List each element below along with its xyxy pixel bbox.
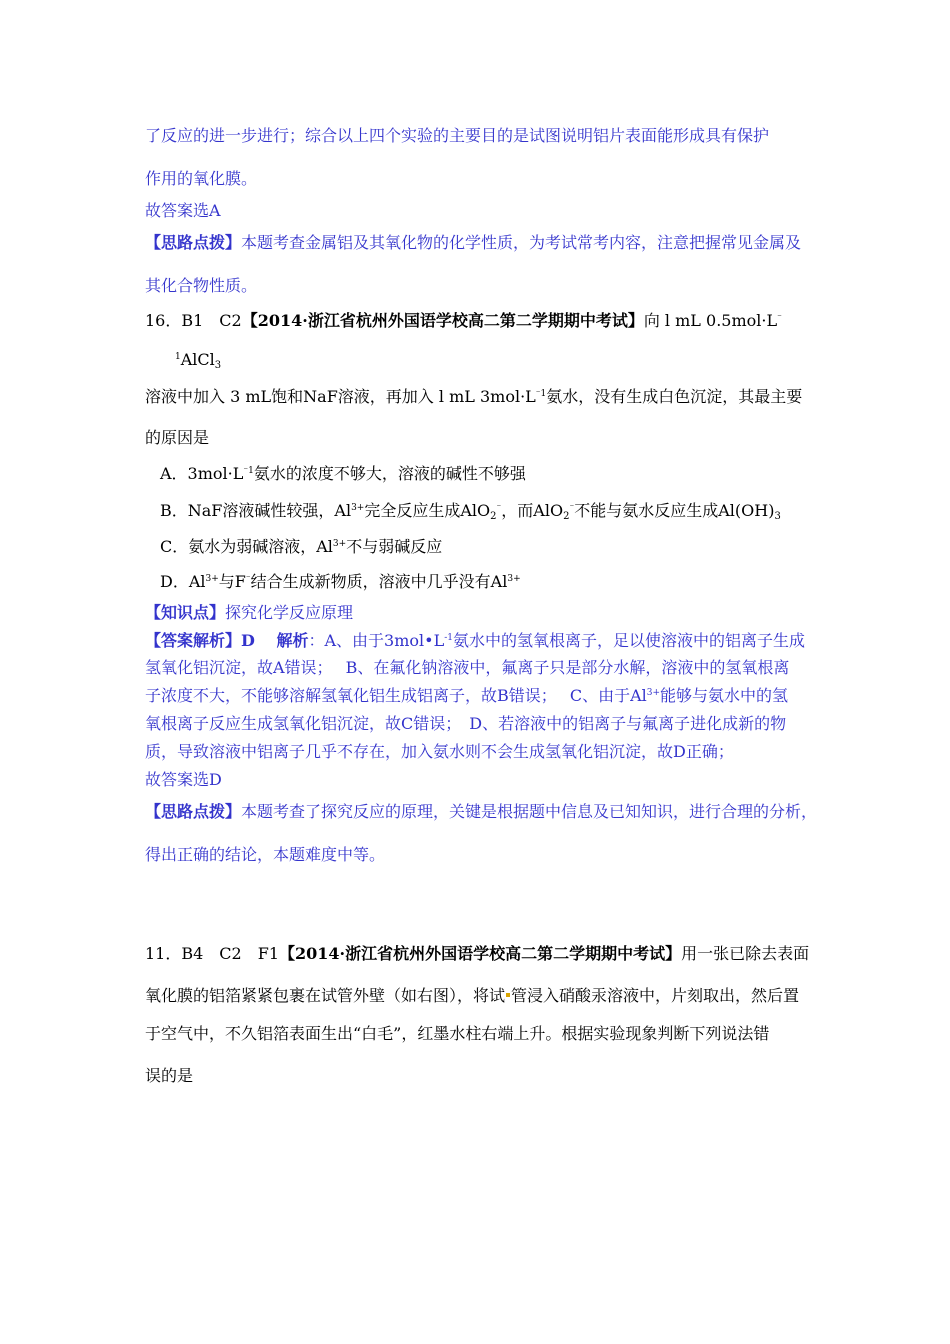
prev-solution-line-1: 了反应的进一步进行；综合以上四个实验的主要目的是试图说明铝片表面能形成具有保护: [145, 126, 770, 145]
q11-prefix: 11．B4 C2 F1: [145, 944, 280, 963]
prev-tip-text-1: 本题考查金属铝及其氧化物的化学性质，为考试常考内容，注意把握常见金属及: [241, 233, 802, 252]
q16-analysis-line-5: 质，导致溶液中铝离子几乎不存在，加入氨水则不会生成氢氧化铝沉淀，故D正确；: [145, 742, 734, 761]
q16-prefix: 16．B1 C2: [145, 311, 242, 330]
q11-source: 【2014·浙江省杭州外国语学校高二第二学期期中考试】: [279, 944, 682, 963]
q16-option-b: B．NaF溶液碱性较强，$Al^{3+}$完全反应生成AlO2⁻，而AlO2⁻不能与氨水反应生成Al(OH)3: [160, 501, 781, 522]
q16-tip-line-1: 【思路点拨】本题考查了探究反应的原理，关键是根据题中信息及已知知识，进行合理的分析，: [145, 802, 818, 821]
prev-tip-line-2: 其化合物性质。: [145, 276, 258, 295]
q16-answer: 故答案选D: [145, 770, 222, 789]
q16-analysis-line-4: 氧根离子反应生成氢氧化铝沉淀，故C错误； D、若溶液中的铝离子与氟离子进化成新的物: [145, 714, 787, 733]
prev-answer: 故答案选A: [145, 201, 221, 220]
prev-tip-line-1: [145, 233, 801, 253]
q11-stem-line-4: 误的是: [145, 1066, 194, 1085]
prev-solution-line-2: 作用的氧化膜。: [145, 169, 258, 188]
q16-tip-line-2: 得出正确的结论，本题难度中等。: [145, 845, 386, 864]
q16-analysis-line-2: 氢氧化铝沉淀，故A错误； B、在氟化钠溶液中，氟离子只是部分水解，溶液中的氢氧根离: [145, 658, 790, 677]
q16-stem-line-3: 溶液中加入 3 mL饱和NaF溶液，再加入 l mL $3mol\cdot L^{^-1}$氨水，没有生成白色沉淀，其最主要: [145, 387, 803, 406]
prev-tip-label: 【思路点拨】: [145, 233, 242, 252]
q16-analysis-line-1: 【答案解析】D 解析：A、由于$3mol•L^{-1}$氨水中的氢氧根离子，足以使溶液中的铝离子生成: [145, 631, 805, 650]
q16-analysis-line-3: 子浓度不大，不能够溶解氢氧化铝生成铝离子，故B错误； C、由于$Al^{3+}$能够与氨水中的氢: [145, 686, 789, 705]
q16-knowledge-point: 【知识点】探究化学反应原理: [145, 603, 354, 622]
q16-stem-line-4: 的原因是: [145, 428, 210, 447]
q16-option-a: A．$3mol\cdot L^{^-1}$氨水的浓度不够大，溶液的碱性不够强: [160, 464, 526, 483]
q16-header: 16．B1 C2【2014·浙江省杭州外国语学校高二第二学期期中考试】向 l mL 0.5mol·L⁻: [145, 311, 782, 330]
q11-stem-line-2: 氧化膜的铝箔紧紧包裹在试管外壁（如右图），将试 管浸入硝酸汞溶液中，片刻取出，然后置: [145, 986, 800, 1005]
q16-option-c: C．氨水为弱碱溶液，$Al^{3+}$不与弱碱反应: [160, 537, 443, 556]
q16-source: 【2014·浙江省杭州外国语学校高二第二学期期中考试】: [241, 311, 644, 330]
small-mark-icon: [506, 993, 510, 997]
q16-stem-line-2: $^1$AlCl3: [175, 350, 222, 371]
q16-stem-1: 向 l mL 0.5mol·L: [643, 311, 778, 330]
q16-option-d: D．$Al^{3+}$与F⁻结合生成新物质，溶液中几乎没有$Al^{3+}$: [160, 572, 521, 591]
q11-stem-line-3: 于空气中，不久铝箔表面生出“白毛”，红墨水柱右端上升。根据实验现象判断下列说法错: [145, 1024, 770, 1043]
q11-header: 11．B4 C2 F1【2014·浙江省杭州外国语学校高二第二学期期中考试】用一张已除去表面: [145, 944, 810, 963]
